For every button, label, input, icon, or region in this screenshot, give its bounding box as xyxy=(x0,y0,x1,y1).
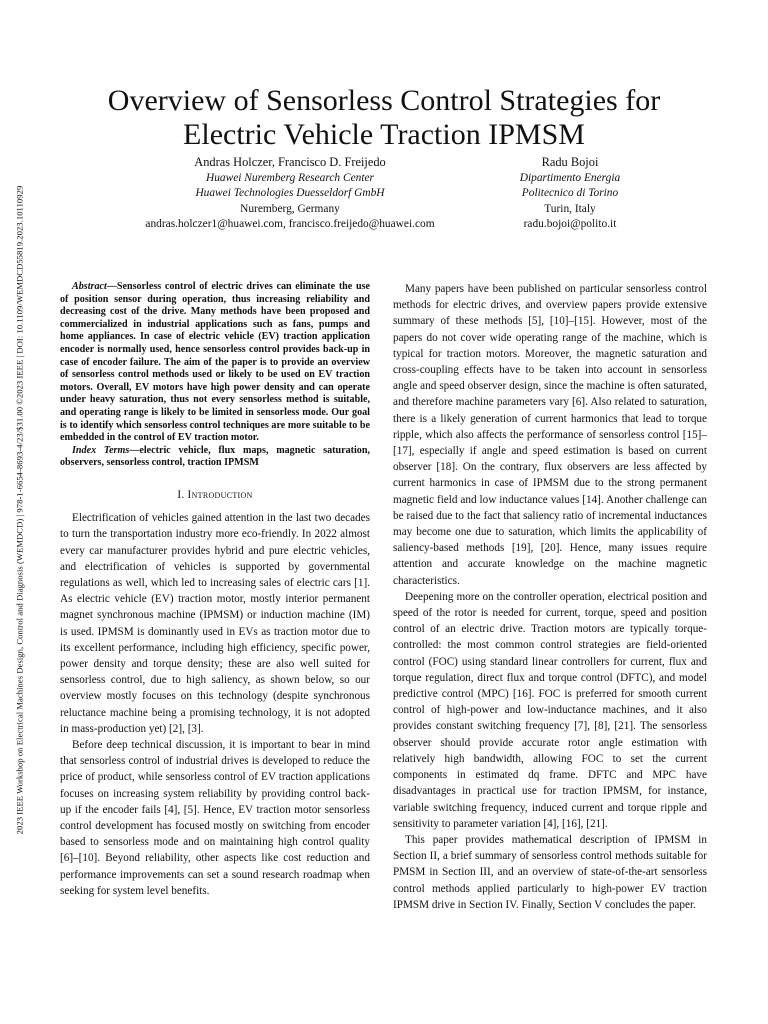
body-paragraph: Deepening more on the controller operation, electrical position and speed of the rotor is needed for current, torque, speed and position control of an electric drive. Traction motors are typically torque-controlled: the most common control strategies are field-oriented control (FOC) using standard linear controllers for current, flux and torque regulation, direct flux and torque control (DFTC), and model predictive control (MPC) [16]. FOC is preferred for smooth current control of high-power and low-inductance machines, and it also provides constant switching frequency [7], [8], [21]. The sensorless observer should provide accurate rotor angle estimation with relatively high bandwidth, allowing FOC to set the current components in estimated dq frame. DFTC and MPC have disadvantages in practical use for traction IPMSM, for instance, variable switching frequency, induced current and torque ripple and sensitivity to parameter variation [4], [16], [21]. xyxy=(393,590,707,830)
author-block-1 xyxy=(115,155,465,233)
abstract-text: —Sensorless control of electric drives can eliminate the use of position sensor during operation, thus increasing reliability and decreasing cost of the drive. Many methods have been proposed and commercialized in industrial applications such as fans, pumps and home appliances. In case of electric vehicle (EV) traction application encoder is normally used, hence sensorless control provides back-up in case of encoder failure. The aim of the paper is to provide an overview of sensorless control methods used or likely to be used on EV traction motors. Overall, EV motors have high power density and can operate under heavy saturation, thus not every sensorless method is suitable, and operating range is likely to be limited in sensorless mode. Our goal is to identify which sensorless control techniques are more suitable to be embedded in the control of EV traction motor. xyxy=(60,281,370,444)
author-email: radu.bojoi@polito.it xyxy=(523,218,617,230)
author-affiliation: Huawei Technologies Duesseldorf GmbH xyxy=(195,187,385,199)
index-terms-text: —electric vehicle, flux maps, magnetic saturation, observers, sensorless control, traction IPMSM xyxy=(60,444,370,469)
author-location: Turin, Italy xyxy=(544,202,596,215)
sidebar-text: 2023 IEEE Workshop on Electrical Machines Design, Control and Diagnosis (WEMDCD) | 978-1-6654-8693-4/23/$31.00 ©2023 IEEE | DOI: 10.1109/WEMDCD55819.2023.10110929 xyxy=(14,185,24,835)
abstract xyxy=(60,281,370,445)
right-column xyxy=(393,281,707,913)
abstract-label: Abstract xyxy=(72,281,107,292)
author-affiliation: Politecnico di Torino xyxy=(521,187,619,199)
left-column xyxy=(60,281,370,899)
index-terms xyxy=(60,445,370,470)
body-paragraph: Many papers have been published on particular sensorless control methods for electric drives, and overview papers provide extensive summary of these methods [5], [10]–[15]. However, most of the papers do not cover wide operating range of the machine, which is typical for traction motors. Moreover, the magnetic saturation and cross-coupling effects have to be taken into account in sensorless angle and speed observer design, since the machine is often saturated, and therefore machine parameters vary [6]. Also related to saturation, there is a likely generation of current harmonics that lead to torque ripple, which also affects the performance of sensorless control [15]–[17], especially if angle and speed estimation is based on current observer [18]. On the contrary, flux observers are less affected by current harmonics in case of IPMSM due to the strong permanent magnetic field and low inductance values [14]. Another challenge can be raised due to the fact that saliency ratio of incremental inductances may become one due to saturation, which limits the applicability of saliency-based methods [19], [20]. Hence, many issues require attention and accurate knowledge on the machine magnetic characteristics. xyxy=(393,283,707,587)
author-location: Nuremberg, Germany xyxy=(240,202,340,215)
author-affiliation: Huawei Nuremberg Research Center xyxy=(206,171,374,184)
author-block-2 xyxy=(470,155,670,233)
body-paragraph: Before deep technical discussion, it is important to bear in mind that sensorless control of industrial drives is developed to reduce the price of product, while sensorless control of EV traction applications focuses on increasing system reliability by providing control back-up if the encoder fails [4], [5]. Hence, EV traction motor sensorless control development has focused mostly on switching from encoder based to sensorless mode and on maintaining high control quality [6]–[10]. Beyond reliability, other aspects like cost reduction and performance improvements can set a sound research roadmap when seeking for system level benefits. xyxy=(60,738,370,897)
author-affiliation: Dipartimento Energia xyxy=(519,171,621,184)
paper-title: Overview of Sensorless Control Strategies for Electric Vehicle Traction IPMSM xyxy=(107,84,661,152)
author-name: Radu Bojoi xyxy=(541,155,599,169)
copyright-sidebar xyxy=(8,130,30,890)
index-terms-label: Index Terms xyxy=(72,444,130,456)
body-paragraph: This paper provides mathematical description of IPMSM in Section II, a brief summary of sensorless control methods suitable for PMSM in Section III, and an overview of state-of-the-art sensorless control methods applied particularly to high-power EV traction IPMSM drive in Section IV. Finally, Section V concludes the paper. xyxy=(393,833,707,911)
section-heading: I. Introduction xyxy=(177,488,253,501)
author-email: andras.holczer1@huawei.com, francisco.freijedo@huawei.com xyxy=(145,218,435,230)
author-name: Andras Holczer, Francisco D. Freijedo xyxy=(194,155,386,169)
body-paragraph: Electrification of vehicles gained attention in the last two decades to turn the transportation industry more eco-friendly. In 2022 almost every car manufacturer provides hybrid and pure electric vehicles, and electrification of vehicles is supported by governmental regulations as well, which led to increasing sales of electric cars [1]. As electric vehicle (EV) traction motor, mostly interior permanent magnet synchronous machine (IPMSM) or induction machine (IM) is used. IPMSM is dominantly used in EVs as traction motor due to its excellent performance, including high efficiency, specific power, power density and torque density; these are also well suited for sensorless control, due to high saliency, as shown below, so our overview mostly focuses on this technology (despite synchronous reluctance machine being a promising technology, it is not adopted in mass-production yet) [2], [3]. xyxy=(60,512,370,735)
